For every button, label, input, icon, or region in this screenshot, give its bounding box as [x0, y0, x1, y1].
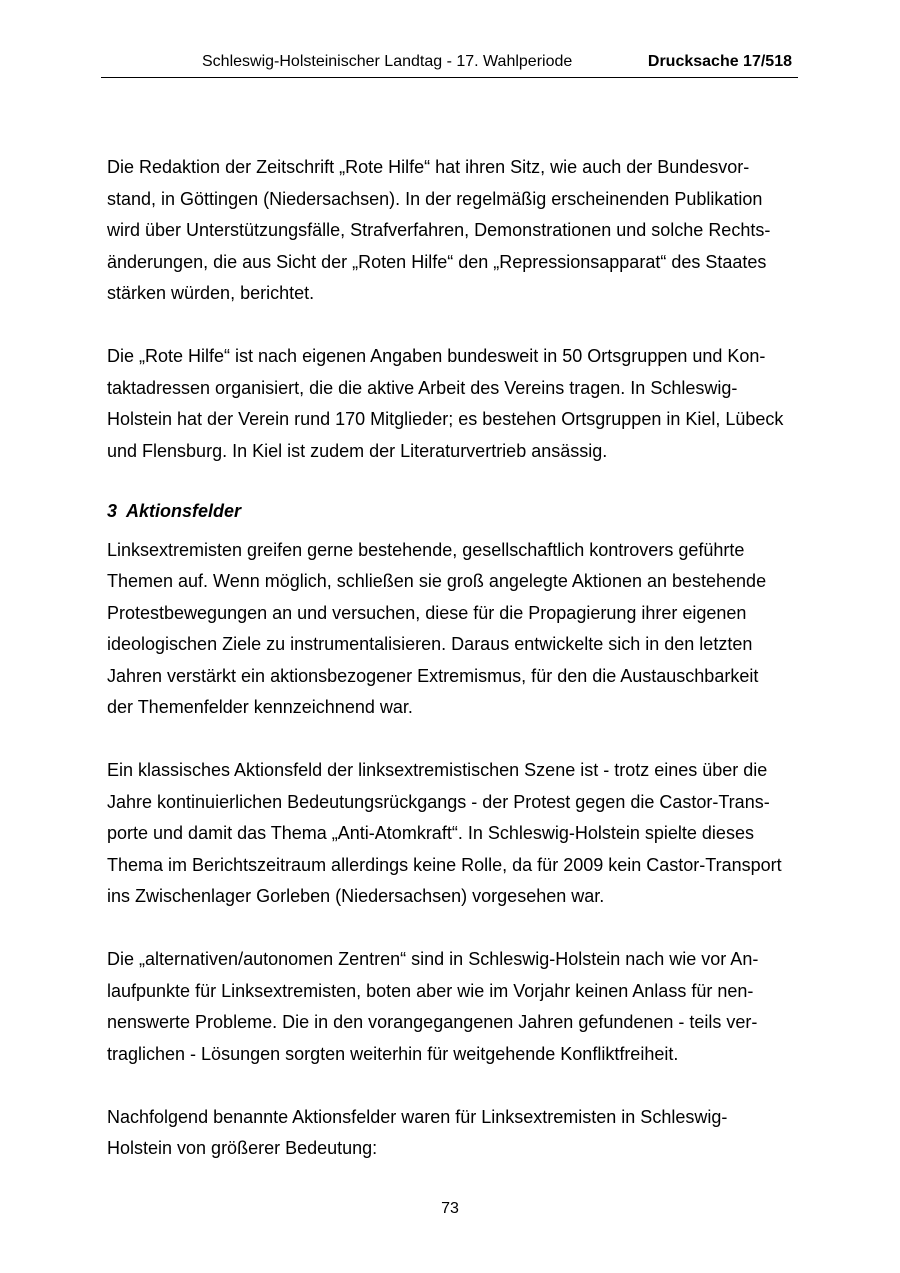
paragraph-rote-hilfe-ortsgruppen: Die „Rote Hilfe“ ist nach eigenen Angaben bundesweit in 50 Ortsgruppen und Kon- taktadressen organisiert, die die aktive Arbeit des Vereins tragen. In Schleswig- Holstein hat der Verein rund 170 Mitglieder; es bestehen Ortsgruppen in Kiel, Lübeck und Flensburg. In Kiel ist zudem der Literaturvertrieb ansässig. — [107, 346, 784, 461]
paragraph-autonome-zentren: Die „alternativen/autonomen Zentren“ sind in Schleswig-Holstein nach wie vor An- laufpunkte für Linksextremisten, boten aber wie im Vorjahr keinen Anlass für nen- nenswerte Probleme. Die in den vorangegangenen Jahren gefundenen - teils ver- traglichen - Lösungen sorgten weiterhin für weitgehende Konfliktfreiheit. — [107, 949, 759, 1064]
section-title: Aktionsfelder — [126, 501, 242, 521]
paragraph-castor-transporte: Ein klassisches Aktionsfeld der linksextremistischen Szene ist - trotz eines über die Jahre kontinuierlichen Bedeutungsrückgangs - der Protest gegen die Castor-Trans- porte und damit das Thema „Anti-Atomkraft“. In Schleswig-Holstein spielte dieses Thema im Berichtszeitraum allerdings keine Rolle, da für 2009 kein Castor-Transport ins Zwischenlager Gorleben (Niedersachsen) vorgesehen war. — [107, 760, 782, 906]
paragraph-rote-hilfe-redaktion: Die Redaktion der Zeitschrift „Rote Hilfe“ hat ihren Sitz, wie auch der Bundesvor- stand, in Göttingen (Niedersachsen). In der regelmäßig erscheinenden Publikation wird über Unterstützungsfälle, Strafverfahren, Demonstrationen und solche Rechts- änderungen, die aus Sicht der „Roten Hilfe“ den „Repressionsapparat“ des Staates stärken würden, berichtet. — [107, 157, 771, 303]
paragraph-linksextremisten-themen: Linksextremisten greifen gerne bestehende, gesellschaftlich kontrovers geführte Themen auf. Wenn möglich, schließen sie groß angelegte Aktionen an bestehende Protestbewegungen an und versuchen, diese für die Propagierung ihrer eigenen ideologischen Ziele zu instrumentalisieren. Daraus entwickelte sich in den letzten Jahren verstärkt ein aktionsbezogener Extremismus, für den die Austauschbarkeit der Themenfelder kennzeichnend war. — [107, 539, 767, 717]
header-title: Schleswig-Holsteinischer Landtag - 17. Wahlperiode — [202, 53, 573, 70]
page-header — [101, 50, 798, 78]
section-heading — [107, 496, 802, 528]
paragraph-aktionsfelder-intro: Nachfolgend benannte Aktionsfelder waren für Linksextremisten in Schleswig- Holstein von größerer Bedeutung: — [107, 1106, 728, 1158]
page-body — [107, 152, 802, 1165]
document-number: Drucksache 17/518 — [647, 53, 792, 70]
page-number: 73 — [441, 1200, 459, 1217]
section-number: 3 — [107, 501, 118, 521]
